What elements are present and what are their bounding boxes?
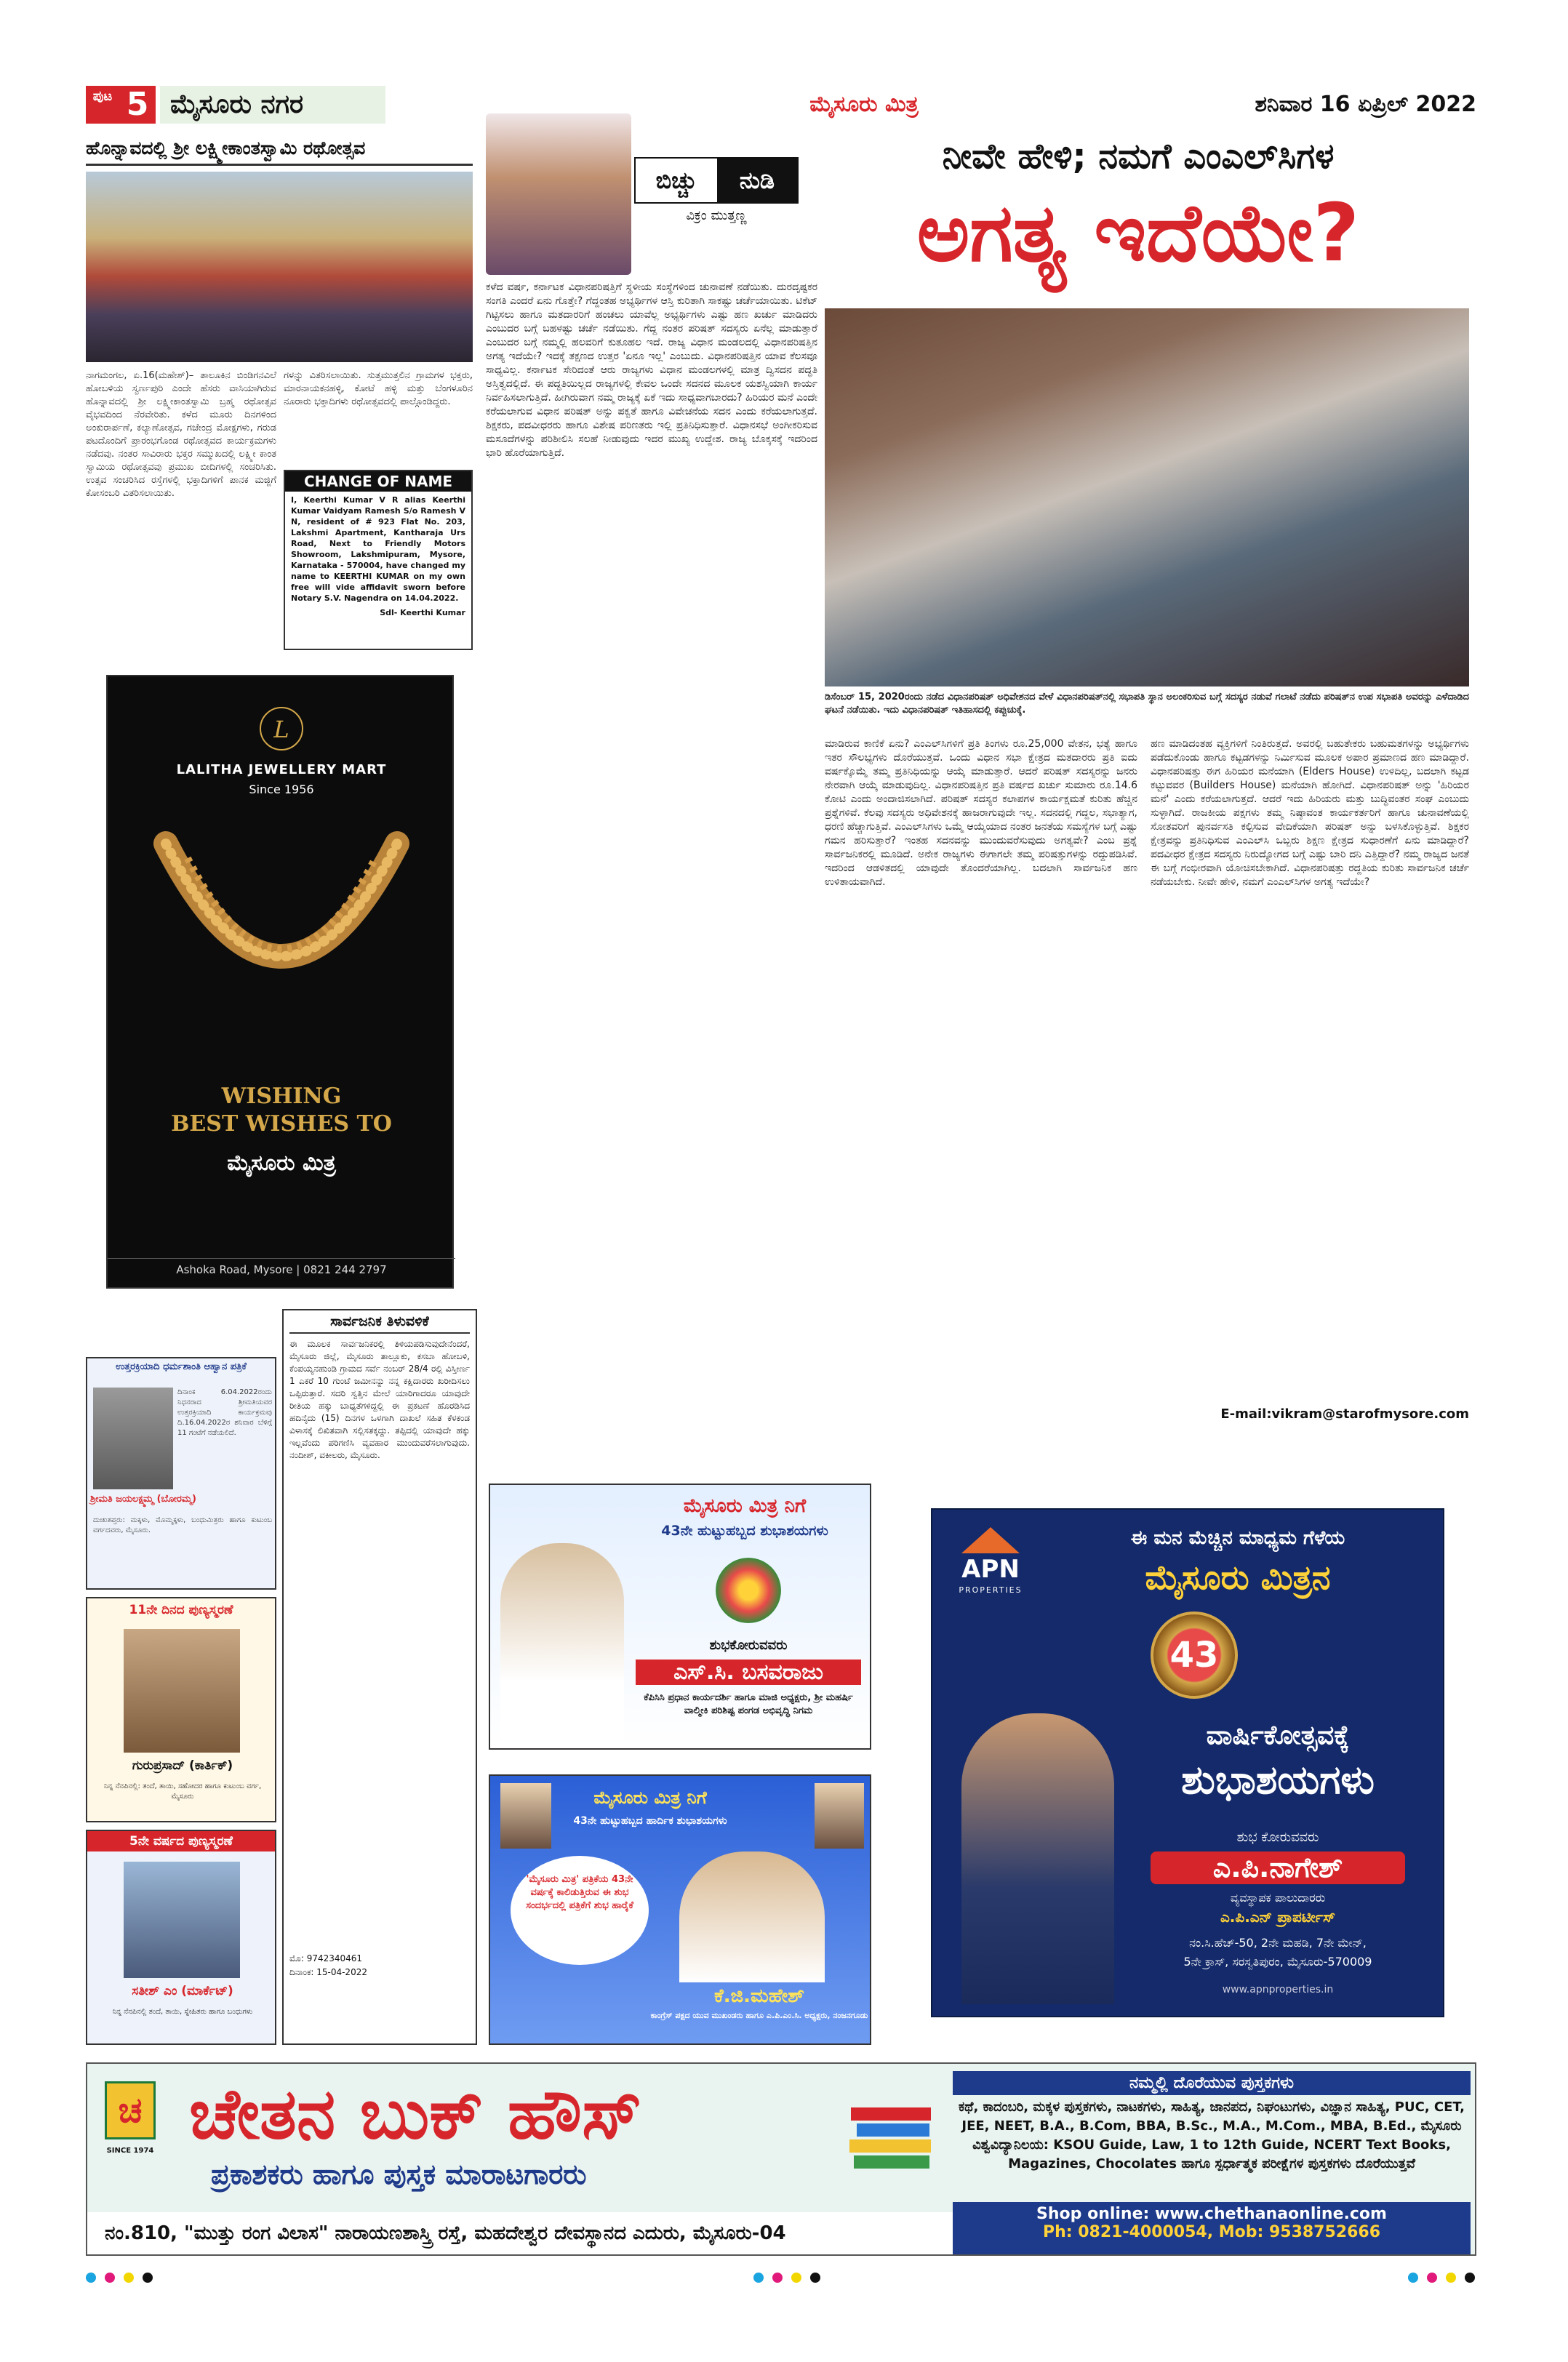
- mahesh-designation: ಕಾಂಗ್ರೆಸ್ ಪಕ್ಷದ ಯುವ ಮುಖಂಡರು ಹಾಗೂ ಎ.ಪಿ.ಎಂ.ಸಿ. ಅಧ್ಯಕ್ಷರು, ನಂಜನಗೂಡು: [650, 2011, 868, 2020]
- mahesh-ad-leader-photo-1: [500, 1783, 551, 1849]
- registration-dots-right: [1404, 2272, 1479, 2286]
- apn-line1: ಈ ಮನ ಮೆಚ್ಚಿನ ಮಾಧ್ಯಮ ಗೆಳೆಯ: [1130, 1527, 1345, 1549]
- column-label-right: ನುಡಿ: [717, 159, 797, 202]
- chetana-address: ನಂ.810, "ಮುತ್ತು ರಂಗ ವಿಲಾಸ" ನಾರಾಯಣಶಾಸ್ತ್ರಿ ರಸ್ತೆ, ಮಹದೇಶ್ವರ ದೇವಸ್ಥಾನದ ಎದುರು, ಮೈಸೂರು-04: [87, 2212, 953, 2254]
- flower-bouquet-icon: [716, 1558, 781, 1623]
- remembrance-11-title: 11ನೇ ದಿನದ ಪುಣ್ಯಸ್ಮರಣೆ: [129, 1603, 233, 1617]
- chetana-books-title: ನಮ್ಮಲ್ಲಿ ದೊರೆಯುವ ಪುಸ್ತಕಗಳು: [953, 2071, 1471, 2095]
- mahesh-ad-leader-photo-2: [815, 1783, 864, 1849]
- lalitha-best-wishes: BEST WISHES TO: [171, 1111, 392, 1137]
- mahesh-photo: [679, 1851, 825, 1982]
- lalitha-address: Ashoka Road, Mysore | 0821 244 2797: [108, 1258, 455, 1276]
- column-email: E-mail:vikram@starofmysore.com: [1220, 1406, 1469, 1422]
- apn-line4: ಶುಭಾಶಯಗಳು: [1181, 1757, 1375, 1803]
- lalitha-jewellery-ad: [106, 675, 454, 1289]
- column-col3: ಹಣ ಮಾಡಿದಂತಹ ವ್ಯಕ್ತಿಗಳಿಗೆ ನಿಂತಿರುತ್ತದೆ. ಅವರಲ್ಲಿ ಬಹುತೇಕರು ಬಹುಮತಗಳನ್ನು ಅಭ್ಯರ್ಥಿಗಳು ಪಡೆದುಕೊಂಡು ಹಾಗೂ ಕಟ್ಟಡಗಳನ್ನು ನಿರ್ಮಿಸುವ ಮೂಲಕ ಅಪಾರ ಪ್ರಮಾಣದ ಹಣ ಮಾಡಿದ್ದಾರೆ. ವಿಧಾನಪರಿಷತ್ತು ಈಗ ಹಿರಿಯರ ಮನೆಯಾಗಿ (Elders House) ಉಳಿದಿಲ್ಲ, ಬದಲಾಗಿ ಕಟ್ಟಡ ಕಟ್ಟುವವರ (Builders House) ಮನೆಯಾಗಿ ಹೋಗಿದೆ. ವಿಧಾನಪರಿಷತ್ ಅನ್ನು 'ಹಿರಿಯರ ಮನೆ' ಎಂದು ಕರೆಯಲಾಗುತ್ತದೆ. ಆದರೆ ಇದು ಹಿರಿಯರು ಮತ್ತು ಬುದ್ಧಿವಂತರ ಸಂಘ ಎಂಬುದು ಸುಳ್ಳಾಗಿದೆ. ರಾಜಕೀಯ ಪಕ್ಷಗಳು ತಮ್ಮ ನಿಷ್ಠಾವಂತ ಕಾರ್ಯಕರ್ತರಿಗೆ ಹಾಗೂ ಚುನಾವಣೆಯಲ್ಲಿ ಸೋತವರಿಗೆ ಪುನರ್ವಸತಿ ಕಲ್ಪಿಸುವ ವೇದಿಕೆಯಾಗಿ ಪರಿಷತ್ ಅನ್ನು ಬಳಸಿಕೊಳ್ಳುತ್ತಿವೆ. ಶಿಕ್ಷಕರ ಕ್ಷೇತ್ರವನ್ನು ಪ್ರತಿನಿಧಿಸುವ ಎಂಎಲ್‌ಸಿ ಒಬ್ಬರು ಶಿಕ್ಷಣ ಕ್ಷೇತ್ರದ ಸುಧಾರಣೆಗೆ ಏನು ಮಾಡಿದ್ದಾರೆ? ಪದವೀಧರ ಕ್ಷೇತ್ರದ ಸದಸ್ಯರು ನಿರುದ್ಯೋಗದ ಬಗ್ಗೆ ಎಷ್ಟು ಬಾರಿ ದನಿ ಎತ್ತಿದ್ದಾರೆ? ನಮ್ಮ ರಾಜ್ಯದ ಜನತೆ ಈ ಬಗ್ಗೆ ಗಂಭೀರವಾಗಿ ಯೋಚಿಸಬೇಕಾಗಿದೆ. ವಿಧಾನಪರಿಷತ್ತು ರದ್ದತಿಯ ಕುರಿತು ಸಾರ್ವಜನಿಕ ಚರ್ಚೆ ನಡೆಯಬೇಕು. ನೀವೇ ಹೇಳಿ, ನಮಗೆ ಎಂಎಲ್‌ಸಿಗಳ ಅಗತ್ಯ ಇದೆಯೇ?: [1151, 738, 1469, 888]
- basavaraju-ad-subtitle: 43ನೇ ಹುಟ್ಟುಹಬ್ಬದ ಶುಭಾಶಯಗಳು: [661, 1523, 828, 1539]
- column-headline-big: ಅಗತ್ಯ ಇದೆಯೇ?: [916, 186, 1360, 279]
- apn-company: ಎ.ಪಿ.ಎನ್ ಪ್ರಾಪರ್ಟೀಸ್: [1220, 1908, 1336, 1926]
- remembrance-5-box: [86, 1830, 276, 2045]
- page-number: 5: [119, 86, 156, 124]
- column-headline-top: ನೀವೇ ಹೇಳಿ; ನಮಗೆ ಎಂಎಲ್‌ಸಿಗಳ: [942, 136, 1335, 177]
- column-author: ವಿಕ್ರಂ ಮುತ್ತಣ್ಣ: [686, 208, 747, 223]
- basavaraju-photo: [500, 1543, 624, 1740]
- obituary-footer: ದುಃಖತಪ್ತರು: ಮಕ್ಕಳು, ಮೊಮ್ಮಕ್ಕಳು, ಬಂಧುಮಿತ್ರರು ಹಾಗೂ ಕುಟುಂಬ ವರ್ಗದವರು, ಮೈಸೂರು.: [93, 1516, 272, 1534]
- public-notice-body: ಈ ಮೂಲಕ ಸಾರ್ವಜನಿಕರಲ್ಲಿ ತಿಳಿಯಪಡಿಸುವುದೇನೆಂದರೆ, ಮೈಸೂರು ಜಿಲ್ಲೆ, ಮೈಸೂರು ತಾಲ್ಲೂಕು, ಕಸಬಾ ಹೋಬಳಿ, ಕೆಂಪಯ್ಯನಹುಂಡಿ ಗ್ರಾಮದ ಸರ್ವೆ ನಂಬರ್ 28/4 ರಲ್ಲಿ ವಿಸ್ತೀರ್ಣ 1 ಎಕರೆ 10 ಗುಂಟೆ ಜಮೀನನ್ನು ನನ್ನ ಕಕ್ಷಿದಾರರು ಖರೀದಿಸಲು ಒಪ್ಪಿರುತ್ತಾರೆ. ಸದರಿ ಸ್ವತ್ತಿನ ಮೇಲೆ ಯಾರಿಗಾದರೂ ಯಾವುದೇ ರೀತಿಯ ಹಕ್ಕು ಬಾಧ್ಯತೆಗಳಿದ್ದಲ್ಲಿ ಈ ಪ್ರಕಟಣೆ ಹೊರಡಿಸಿದ ಹದಿನೈದು (15) ದಿನಗಳ ಒಳಗಾಗಿ ದಾಖಲೆ ಸಹಿತ ಕೆಳಕಂಡ ವಿಳಾಸಕ್ಕೆ ಲಿಖಿತವಾಗಿ ಸಲ್ಲಿಸತಕ್ಕದ್ದು. ತಪ್ಪಿದಲ್ಲಿ ಯಾವುದೇ ಹಕ್ಕು ಇಲ್ಲವೆಂದು ಪರಿಗಣಿಸಿ ವ್ಯವಹಾರ ಮುಂದುವರೆಸಲಾಗುವುದು. ನಂದೀಶ್, ವಕೀಲರು, ಮೈಸೂರು.: [289, 1339, 470, 1460]
- mahesh-ad-title: ಮೈಸೂರು ಮಿತ್ರ ನಿಗೆ: [593, 1787, 707, 1808]
- change-of-name-title: CHANGE OF NAME: [285, 471, 471, 492]
- mahesh-ad-subtitle: 43ನೇ ಹುಟ್ಟುಹಬ್ಬದ ಹಾರ್ದಿಕ ಶುಭಾಶಯಗಳು: [573, 1815, 727, 1827]
- basavaraju-wisher-label: ಶುಭಕೋರುವವರು: [709, 1638, 788, 1653]
- obituary-title: ಉತ್ತರಕ್ರಿಯಾದಿ ಧರ್ಮಶಾಂತಿ ಆಹ್ವಾನ ಪತ್ರಿಕೆ: [116, 1361, 247, 1372]
- page-label: ಪುಟ: [92, 89, 113, 104]
- apn-logo-text: APN: [961, 1555, 1020, 1584]
- public-notice-date: ದಿನಾಂಕ: 15-04-2022: [289, 1967, 367, 1977]
- mahesh-ad-message: 'ಮೈಸೂರು ಮಿತ್ರ' ಪತ್ರಿಕೆಯ 43ನೇ ವರ್ಷಕ್ಕೆ ಕಾಲಿಡುತ್ತಿರುವ ಈ ಶುಭ ಸಂದರ್ಭದಲ್ಲಿ ಪತ್ರಿಕೆಗೆ ಶುಭ ಹಾರೈಕೆ: [511, 1856, 649, 1965]
- necklace-image: [137, 829, 426, 1018]
- nagesh-photo: [961, 1713, 1114, 2004]
- remembrance-5-name: ಸತೀಶ್ ಎಂ (ಮಾರ್ಕೆಟ್): [132, 1984, 233, 1998]
- remembrance-11-footer: ನಿನ್ನ ನೆನಪಿನಲ್ಲಿ: ತಂದೆ, ತಾಯಿ, ಸಹೋದರ ಹಾಗೂ ಕುಟುಂಬ ವರ್ಗ, ಮೈಸೂರು: [103, 1782, 262, 1801]
- author-photo: [486, 113, 631, 275]
- council-photo-caption: ಡಿಸೆಂಬರ್ 15, 2020ರಂದು ನಡೆದ ವಿಧಾನಪರಿಷತ್ ಅಧಿವೇಶನದ ವೇಳೆ ವಿಧಾನಪರಿಷತ್‌ನಲ್ಲಿ ಸಭಾಪತಿ ಸ್ಥಾನ ಅಲಂಕರಿಸುವ ಬಗ್ಗೆ ಸದಸ್ಯರ ನಡುವೆ ಗಲಾಟೆ ನಡೆದು ಪರಿಷತ್‌ನ ಉಪ ಸಭಾಪತಿ ಅವರನ್ನು ಎಳೆದಾಡಿದ ಘಟನೆ ನಡೆಯಿತು. ಇದು ವಿಧಾನಪರಿಷತ್ ಇತಿಹಾಸದಲ್ಲಿ ಕಪ್ಪುಚುಕ್ಕೆ.: [825, 692, 1469, 716]
- registration-dots-left: [81, 2272, 157, 2286]
- mahesh-name: ಕೆ.ಜಿ.ಮಹೇಶ್: [714, 1985, 804, 2007]
- lalitha-logo: L: [260, 707, 303, 750]
- apn-line3: ವಾರ್ಷಿಕೋತ್ಸವಕ್ಕೆ: [1206, 1721, 1350, 1750]
- page-date: ಶನಿವಾರ 16 ಏಪ್ರಿಲ್ 2022: [1255, 92, 1476, 117]
- registration-dots-center: [749, 2272, 825, 2286]
- chetana-name: ಚೇತನ ಬುಕ್ ಹೌಸ್: [189, 2073, 642, 2155]
- lalitha-wishing: WISHING: [221, 1084, 342, 1109]
- chetana-tagline: ಪ್ರಕಾಶಕರು ಹಾಗೂ ಪುಸ್ತಕ ಮಾರಾಟಗಾರರು: [211, 2158, 587, 2190]
- chetana-logo: [97, 2081, 163, 2169]
- remembrance-5-footer: ನಿನ್ನ ನೆನಪಿನಲ್ಲಿ ತಂದೆ, ತಾಯಿ, ಸ್ನೇಹಿತರು ಹಾಗೂ ಬಂಧುಗಳು: [112, 2008, 253, 2016]
- change-of-name-box: [284, 470, 473, 650]
- apn-logo-roof-icon: [961, 1527, 1020, 1553]
- change-of-name-body: I, Keerthi Kumar V R alias Keerthi Kumar Vaidyam Ramesh S/o Ramesh V N, resident of # 923 Flat No. 203, Lakshmi Apartment, Kantharaja Urs Road, Next to Friendly Motors Showroom, Lakshmipuram, Mysore, Karnataka - 570004, have changed my name to KEERTHI KUMAR on my own free will vide affidavit sworn before Notary S.V. Nagendra on 14.04.2022.: [291, 495, 465, 603]
- apn-name: ಎ.ಪಿ.ನಾಗೇಶ್: [1151, 1851, 1405, 1884]
- change-of-name-signature: Sdl- Keerthi Kumar: [380, 608, 465, 617]
- basavaraju-designation: ಕೆಪಿಸಿಸಿ ಪ್ರಧಾನ ಕಾರ್ಯದರ್ಶಿ ಹಾಗೂ ಮಾಜಿ ಅಧ್ಯಕ್ಷರು, ಶ್ರೀ ಮಹರ್ಷಿ ವಾಲ್ಮೀಕಿ ಪರಿಶಿಷ್ಟ ಪಂಗಡ ಅಭಿವೃದ್ಧಿ ನಿಗಮ: [644, 1692, 853, 1716]
- apn-address1: ನಂ.ಸಿ.ಹೆಚ್-50, 2ನೇ ಮಹಡಿ, 7ನೇ ಮೇನ್,: [1189, 1936, 1367, 1950]
- apn-web: www.apnproperties.in: [1222, 1984, 1334, 1995]
- apn-role: ವ್ಯವಸ್ಥಾಪಕ ಪಾಲುದಾರರು: [1230, 1891, 1326, 1905]
- public-notice-title: ಸಾರ್ವಜನಿಕ ತಿಳುವಳಿಕೆ: [289, 1313, 470, 1334]
- apn-wisher-label: ಶುಭ ಕೋರುವವರು: [1236, 1830, 1319, 1845]
- chetana-books-list: ಕಥೆ, ಕಾದಂಬರಿ, ಮಕ್ಕಳ ಪುಸ್ತಕಗಳು, ನಾಟಕಗಳು, ಸಾಹಿತ್ಯ, ಜಾನಪದ, ನಿಘಂಟುಗಳು, ವಿಜ್ಞಾನ ಸಾಹಿತ್ಯ, PUC, CET, JEE, NEET, B.A., B.Com, BBA, B.Sc., M.A., M.Com., MBA, B.Ed., ಮೈಸೂರು ವಿಶ್ವವಿದ್ಯಾನಿಲಯ: KSOU Guide, Law, 1 to 12th Guide, NCERT Text Books, Magazines, Chocolates ಹಾಗೂ ಸ್ಪರ್ಧಾತ್ಮಕ ಪರೀಕ್ಷೆಗಳ ಪುಸ್ತಕಗಳು ದೊರೆಯುತ್ತವೆ: [959, 2099, 1465, 2171]
- lalitha-since: Since 1956: [249, 782, 314, 796]
- anniversary-badge: [1151, 1612, 1238, 1699]
- books-stack-icon: [844, 2093, 938, 2187]
- chetana-books-panel: [953, 2071, 1471, 2199]
- chetana-contact: [953, 2202, 1471, 2254]
- public-notice-box: [282, 1309, 477, 2045]
- basavaraju-ad-title: ಮೈಸೂರು ಮಿತ್ರ ನಿಗೆ: [683, 1495, 807, 1517]
- column-col1: ಕಳೆದ ವರ್ಷ, ಕರ್ನಾಟಕ ವಿಧಾನಪರಿಷತ್ತಿಗೆ ಸ್ಥಳೀಯ ಸಂಸ್ಥೆಗಳಿಂದ ಚುನಾವಣೆ ನಡೆಯಿತು. ದುರದೃಷ್ಟಕರ ಸಂಗತಿ ಎಂದರೆ ಏನು ಗೊತ್ತೇ? ಗೆದ್ದಂತಹ ಅಭ್ಯರ್ಥಿಗಳ ಆಸ್ತಿ ಕುರಿತಾಗಿ ಸಾಕಷ್ಟು ಚರ್ಚೆಯಾಯಿತು. ಟಿಕೆಟ್ ಗಿಟ್ಟಿಸಲು ಹಾಗೂ ಮತದಾರರಿಗೆ ಹಂಚಲು ಯಾವೆಲ್ಲ ಅಭ್ಯರ್ಥಿಗಳು ಎಷ್ಟು ಹಣ ಖರ್ಚು ಮಾಡಿದರು ಎಂಬುದರ ಬಗ್ಗೆ ಬಹಳಷ್ಟು ಚರ್ಚೆ ನಡೆಯಿತು. ಗೆದ್ದ ನಂತರ ಪರಿಷತ್ ಸದಸ್ಯರು ಏನೆಲ್ಲ ಮಾಡುತ್ತಾರೆ ಎಂಬುದರ ಬಗ್ಗೆ ನಮ್ಮಲ್ಲಿ ಹಲವರಿಗೆ ಕುತೂಹಲ ಇದೆ. ರಾಜ್ಯ ವಿಧಾನ ಮಂಡಲದಲ್ಲಿ ವಿಧಾನಪರಿಷತ್ತಿನ ಅಗತ್ಯ ಇದೆಯೇ? ಇದಕ್ಕೆ ತಕ್ಷಣದ ಉತ್ತರ 'ಏನೂ ಇಲ್ಲ' ಎಂಬುದು. ವಿಧಾನಪರಿಷತ್ತಿನ ಯಾವ ಕೆಲಸವೂ ಸಾಧ್ಯವಿಲ್ಲ. ಕರ್ನಾಟಕ ಸೇರಿದಂತೆ ಆರು ರಾಜ್ಯಗಳು ವಿಧಾನ ಮಂಡಲಗಳಲ್ಲಿ ಮಾತ್ರ ದ್ವಿಸದನ ಪದ್ಧತಿ ಅಸ್ತಿತ್ವದಲ್ಲಿದೆ. ಈ ಪದ್ಧತಿಯಿಲ್ಲದ ರಾಜ್ಯಗಳಲ್ಲಿ ಕೇವಲ ಒಂದೇ ಸದನದ ಮೂಲಕ ಯಶಸ್ವಿಯಾಗಿ ಕಾರ್ಯ ನಿರ್ವಹಿಸಲಾಗುತ್ತಿದೆ. ಹೀಗಿರುವಾಗ ನಮ್ಮ ರಾಜ್ಯಕ್ಕೆ ಏಕೆ ಇದು ಸಾಧ್ಯವಾಗಬಾರದು? ಹಿರಿಯರ ಮನೆ ಎಂದೇ ಕರೆಯಲಾಗುವ ವಿಧಾನ ಪರಿಷತ್ ಅನ್ನು ಪಕ್ವತೆ ಹಾಗೂ ವಿವೇಚನೆಯ ಸದನ ಎಂದು ಕರೆಯಲಾಗುತ್ತದೆ. ಶಿಕ್ಷಕರು, ಪದವೀಧರರು ಹಾಗೂ ವಿಶೇಷ ಪರಿಣತರು ಇಲ್ಲಿ ಪ್ರತಿನಿಧಿಸುತ್ತಾರೆ. ವಿಧಾನಸಭೆ ಅಂಗೀಕರಿಸುವ ಮಸೂದೆಗಳನ್ನು ಪರಿಶೀಲಿಸಿ ಸಲಹೆ ನೀಡುವುದು ಇದರ ಮುಖ್ಯ ಉದ್ದೇಶ. ರಾಜ್ಯ ಬೊಕ್ಕಸಕ್ಕೆ ಇದರಿಂದ ಭಾರಿ ಹೊರೆಯಾಗುತ್ತಿದೆ.: [486, 281, 817, 459]
- remembrance-5-photo: [124, 1862, 240, 1978]
- apn-line2: ಮೈಸೂರು ಮಿತ್ರನ: [1145, 1558, 1331, 1597]
- left-story-col1: ನಾಗಮಂಗಲ, ಏ.16(ಮಹೇಶ್)– ತಾಲೂಕಿನ ಬಿಂಡಿಗನವಿಲೆ ಹೋಬಳಿಯ ಸ್ವರ್ಣಪುರಿ ಎಂದೇ ಹೆಸರು ವಾಸಿಯಾಗಿರುವ ಹೊನ್ನಾವದಲ್ಲಿ ಶ್ರೀ ಲಕ್ಷ್ಮೀಕಾಂತಸ್ವಾಮಿ ಬ್ರಹ್ಮ ರಥೋತ್ಸವ ವೈಭವದಿಂದ ನೆರವೇರಿತು. ಕಳೆದ ಮೂರು ದಿನಗಳಿಂದ ಅಂಕುರಾರ್ಪಣೆ, ಕಲ್ಯಾಣೋತ್ಸವ, ಗಜೇಂದ್ರ ಮೋಕ್ಷಗಳು, ಗರುಡ ಪಟದೊಂದಿಗೆ ಪ್ರಾರಂಭಗೊಂಡ ರಥೋತ್ಸವದ ಕಾರ್ಯಕ್ರಮಗಳು ನಡೆದವು. ನಂತರ ಸಾವಿರಾರು ಭಕ್ತರ ಸಮ್ಮುಖದಲ್ಲಿ ಲಕ್ಷ್ಮೀ ಕಾಂತ ಸ್ವಾಮಿಯ ರಥೋತ್ಸವವು ಪ್ರಮುಖ ಬೀದಿಗಳಲ್ಲಿ ಸಂಚರಿಸಿತು. ಉತ್ಸವ ಸಂಚರಿಸಿದ ರಸ್ತೆಗಳಲ್ಲಿ ಭಕ್ತಾದಿಗಳಿಗೆ ಪಾನಕ ಮಜ್ಜಿಗೆ ಕೋಸಂಬರಿ ವಿತರಿಸಲಾಯಿತು.: [86, 370, 276, 499]
- chetana-book-house-ad: [86, 2062, 1476, 2256]
- left-story-headline: ಹೊನ್ನಾವದಲ್ಲಿ ಶ್ರೀ ಲಕ್ಷ್ಮೀಕಾಂತಸ್ವಾಮಿ ರಥೋತ್ಸವ: [86, 131, 473, 166]
- left-story-col2: ಗಳನ್ನು ವಿತರಿಸಲಾಯಿತು. ಸುತ್ತಮುತ್ತಲಿನ ಗ್ರಾಮಗಳ ಭಕ್ತರು, ಮಾರನಾಯಕನಹಳ್ಳಿ, ಕೋಟೆ ಹಳ್ಳಿ ಮತ್ತು ಬೆಂಗಳೂರಿನ ನೂರಾರು ಭಕ್ತಾದಿಗಳು ರಥೋತ್ಸವದಲ್ಲಿ ಪಾಲ್ಗೊಂಡಿದ್ದರು.: [284, 370, 473, 407]
- obituary-photo: [93, 1388, 173, 1489]
- remembrance-5-title: 5ನೇ ವರ್ಷದ ಪುಣ್ಯಸ್ಮರಣೆ: [87, 1831, 275, 1851]
- obituary-name: ಶ್ರೀಮತಿ ಜಯಲಕ್ಷ್ಮಮ್ಮ (ಬೋರಮ್ಮ): [90, 1494, 196, 1505]
- chetana-logo-mark: ಚ: [105, 2081, 156, 2139]
- page-label-box: [86, 86, 119, 124]
- chetana-shop-link: Shop online: www.chethanaonline.com: [1036, 2205, 1387, 2223]
- masthead: ಮೈಸೂರು ಮಿತ್ರ: [809, 92, 919, 117]
- column-label-left: ಬಿಚ್ಚು: [636, 159, 717, 202]
- anniversary-badge-number: 43: [1169, 1635, 1219, 1676]
- lalitha-masthead: ಮೈಸೂರು ಮಿತ್ರ: [227, 1150, 336, 1176]
- obituary-box: [86, 1357, 276, 1590]
- column-label: [634, 157, 799, 204]
- mahesh-ad: [489, 1774, 871, 2045]
- lalitha-brand: LALITHA JEWELLERY MART: [176, 762, 387, 777]
- apn-properties-ad: [931, 1508, 1444, 2017]
- obituary-text: ದಿನಾಂಕ 6.04.2022ರಂದು ನಿಧನರಾದ ಶ್ರೀಮತಿಯವರ ಉತ್ತರಕ್ರಿಯಾದಿ ಕಾರ್ಯಕ್ರಮವು ದಿ.16.04.2022ರ ಶನಿವಾರ ಬೆಳಿಗ್ಗೆ 11 ಗಂಟೆಗೆ ನಡೆಯಲಿದೆ.: [177, 1388, 272, 1437]
- remembrance-11-name: ಗುರುಪ್ರಸಾದ್ (ಕಾರ್ತಿಕ್): [132, 1758, 233, 1773]
- column-col2: ಮಾಡಿರುವ ಕಾಣಿಕೆ ಏನು? ಎಂಎಲ್‌ಸಿಗಳಿಗೆ ಪ್ರತಿ ತಿಂಗಳು ರೂ.25,000 ವೇತನ, ಭತ್ಯೆ ಹಾಗೂ ಇತರ ಸೌಲಭ್ಯಗಳು ದೊರೆಯುತ್ತವೆ. ಒಂದು ವಿಧಾನ ಸಭಾ ಕ್ಷೇತ್ರದ ಮತದಾರರು ಪ್ರತಿ ಐದು ವರ್ಷಕ್ಕೊಮ್ಮೆ ತಮ್ಮ ಪ್ರತಿನಿಧಿಯನ್ನು ಆಯ್ಕೆ ಮಾಡುತ್ತಾರೆ. ಆದರೆ ಪರಿಷತ್ ಸದಸ್ಯರನ್ನು ಜನರು ನೇರವಾಗಿ ಆಯ್ಕೆ ಮಾಡುವುದಿಲ್ಲ. ವಿಧಾನಪರಿಷತ್ತಿನ ಪ್ರತಿ ವರ್ಷದ ಖರ್ಚು ಸುಮಾರು ರೂ.14.6 ಕೋಟಿ ಎಂದು ಅಂದಾಜಿಸಲಾಗಿದೆ. ಪರಿಷತ್ ಸದಸ್ಯರ ಕಲಾಪಗಳ ಕಾರ್ಯಕ್ಷಮತೆ ಕುರಿತು ಹೆಚ್ಚಿನ ಪ್ರಶ್ನೆಗಳಿವೆ. ಕೆಲವು ಸದಸ್ಯರು ಅಧಿವೇಶನಕ್ಕೆ ಹಾಜರಾಗುವುದೇ ಇಲ್ಲ. ಸದನದಲ್ಲಿ ಗದ್ದಲ, ಸಭಾತ್ಯಾಗ, ಧರಣಿ ಹೆಚ್ಚಾಗುತ್ತಿವೆ. ಎಂಎಲ್‌ಸಿಗಳು ಒಮ್ಮೆ ಆಯ್ಕೆಯಾದ ನಂತರ ಜನತೆಯ ಸಮಸ್ಯೆಗಳ ಬಗ್ಗೆ ಎಷ್ಟು ಗಮನ ಹರಿಸುತ್ತಾರೆ? ಇಂತಹ ಸದನವನ್ನು ಮುಂದುವರೆಸುವುದು ಅಗತ್ಯವೇ? ಎಂಬ ಪ್ರಶ್ನೆ ಸಾರ್ವಜನಿಕರಲ್ಲಿ ಮೂಡಿದೆ. ಅನೇಕ ರಾಜ್ಯಗಳು ಈಗಾಗಲೇ ತಮ್ಮ ಪರಿಷತ್ತುಗಳನ್ನು ರದ್ದುಪಡಿಸಿವೆ. ಇದರಿಂದ ಆಡಳಿತದಲ್ಲಿ ಯಾವುದೇ ತೊಂದರೆಯಾಗಿಲ್ಲ. ಬದಲಾಗಿ ಸಾರ್ವಜನಿಕ ಹಣ ಉಳಿತಾಯವಾಗಿದೆ.: [825, 738, 1137, 888]
- page-header: [86, 86, 1476, 124]
- basavaraju-name: ಎಸ್.ಸಿ. ಬಸವರಾಜು: [636, 1660, 861, 1685]
- apn-address2: 5ನೇ ಕ್ರಾಸ್, ಸರಸ್ವತಿಪುರಂ, ಮೈಸೂರು-570009: [1183, 1955, 1372, 1969]
- basavaraju-ad: [489, 1484, 871, 1750]
- section-name: ಮೈಸೂರು ನಗರ: [160, 86, 385, 124]
- public-notice-phone: ಮೊ: 9742340461: [289, 1953, 363, 1963]
- remembrance-11-photo: [124, 1629, 240, 1753]
- council-ruckus-photo: [825, 308, 1469, 686]
- chetana-since: SINCE 1974: [106, 2147, 154, 2155]
- remembrance-11-box: [86, 1597, 276, 1822]
- chetana-phone: Ph: 0821-4000054, Mob: 9538752666: [1042, 2223, 1381, 2241]
- apn-logo: [947, 1527, 1034, 1607]
- apn-logo-sub: PROPERTIES: [959, 1585, 1023, 1595]
- chariot-festival-photo: [86, 172, 473, 362]
